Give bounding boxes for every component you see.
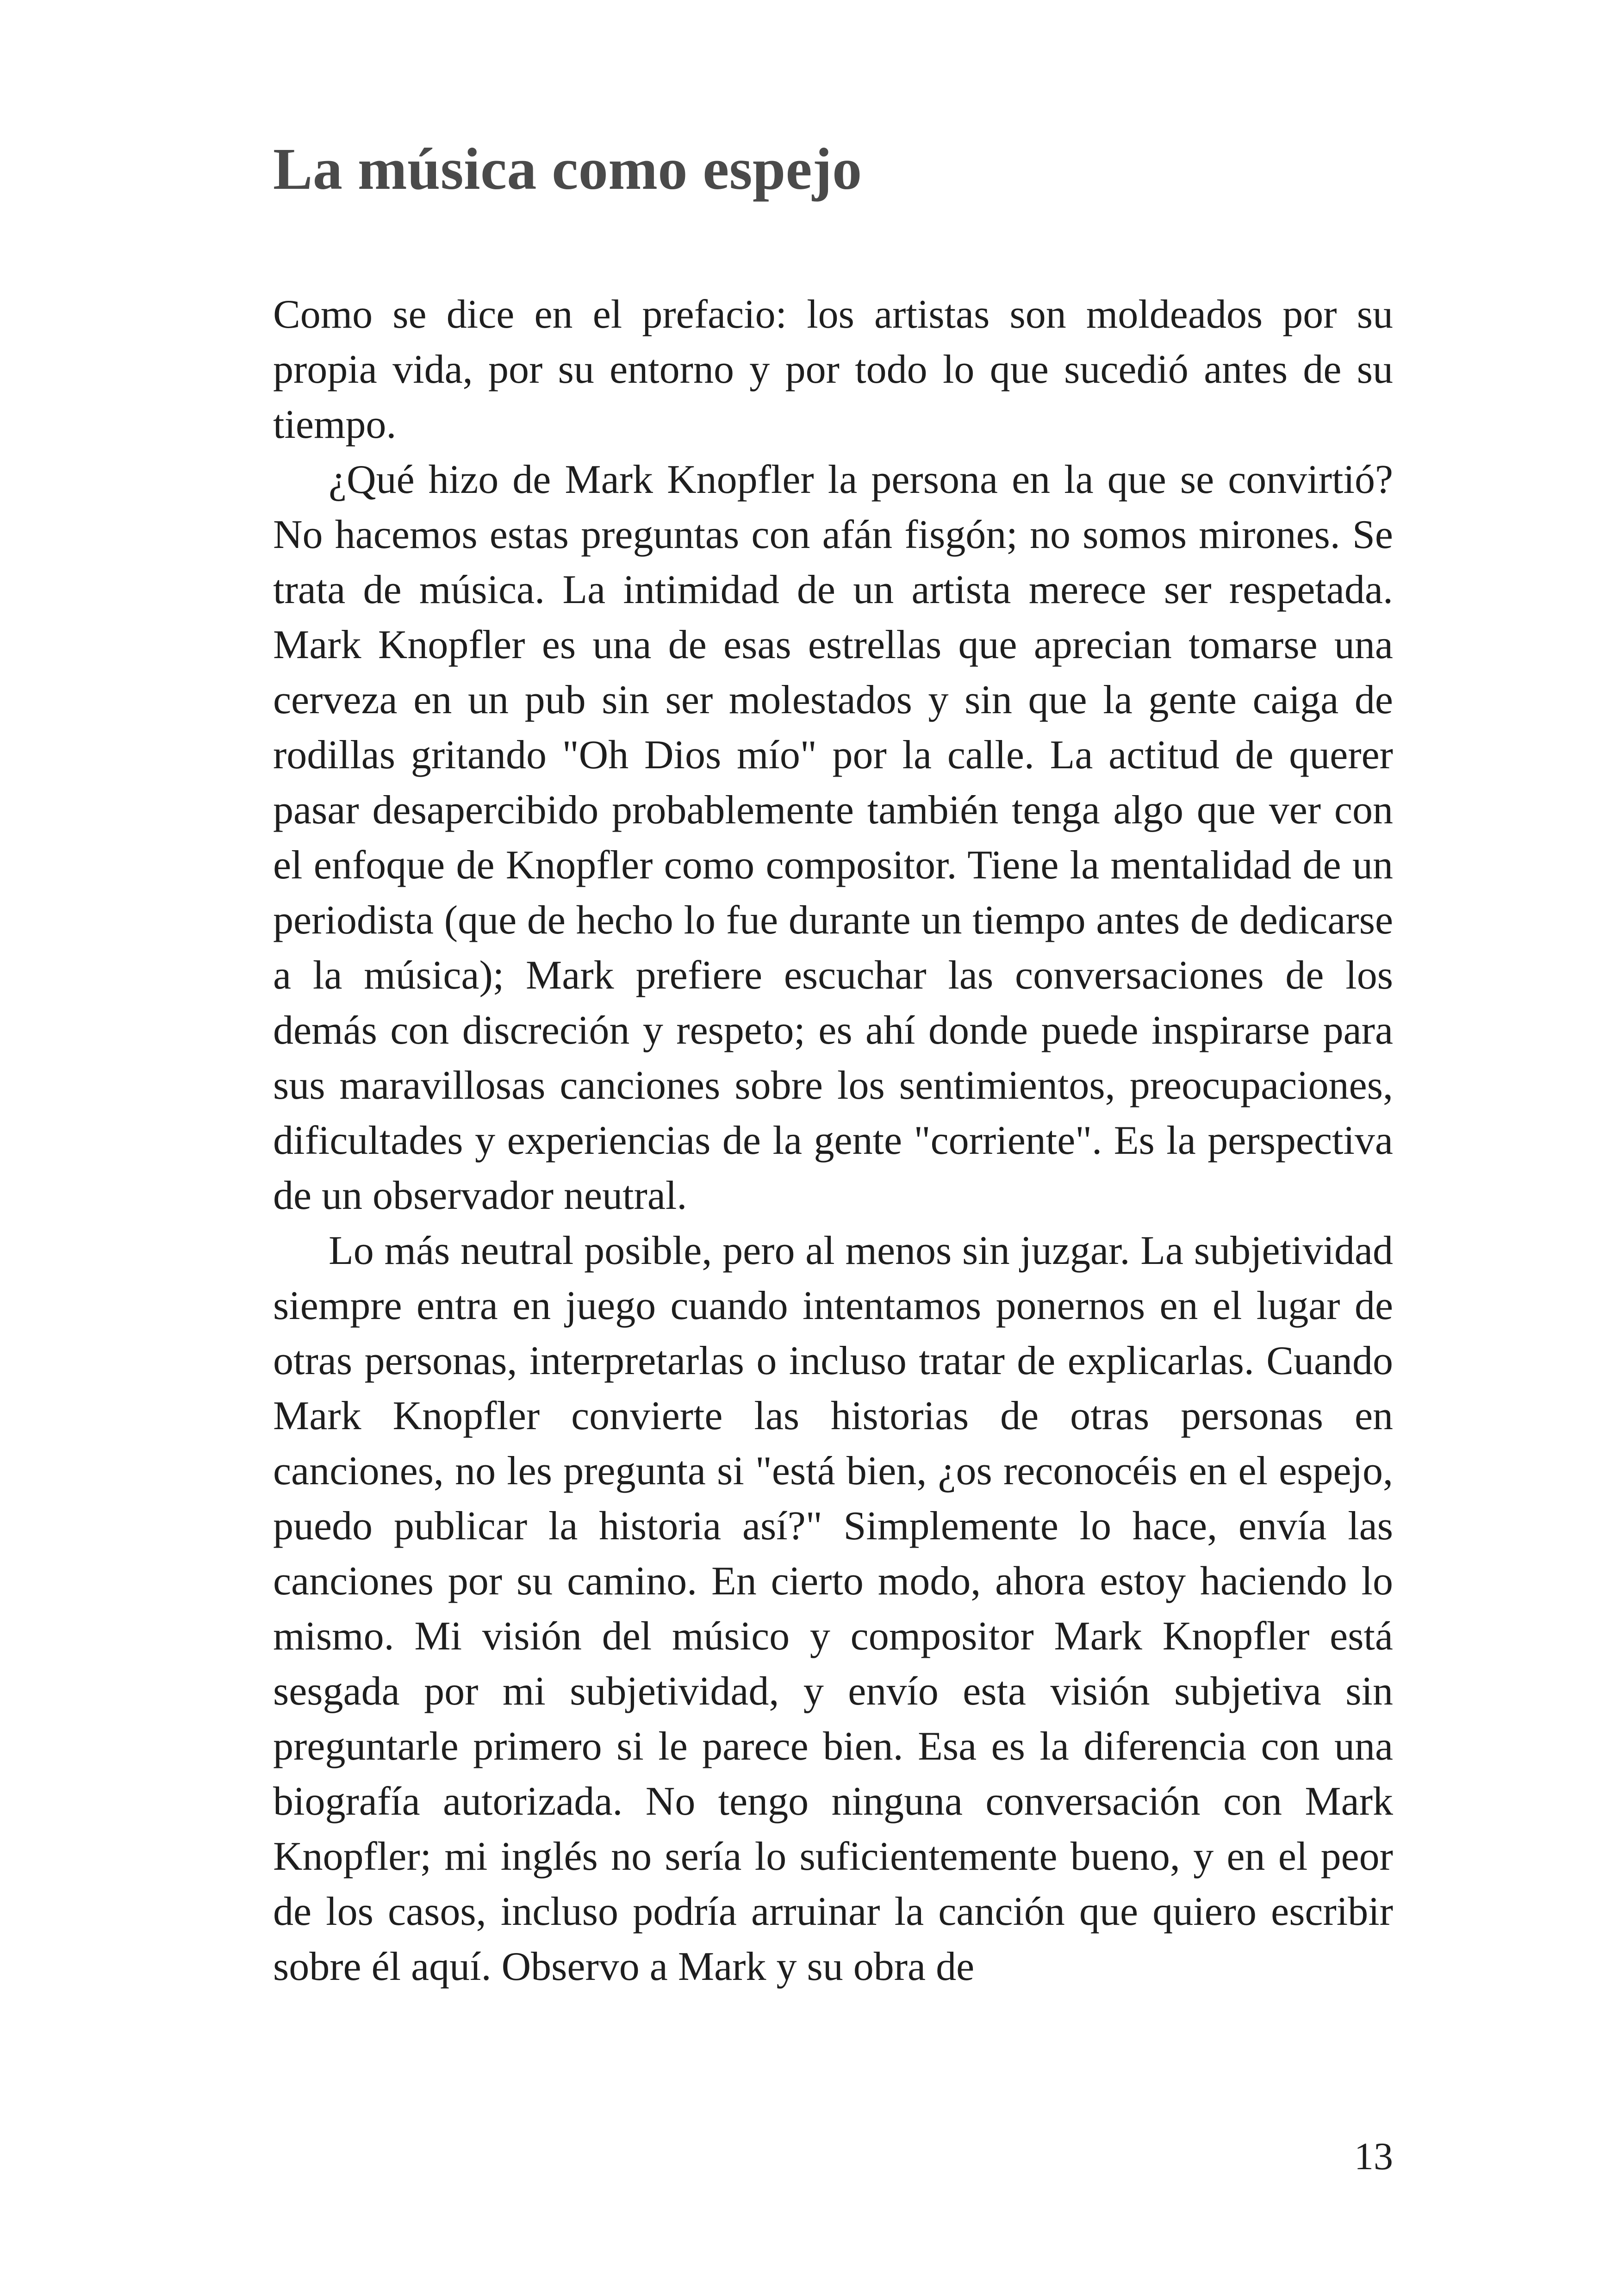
paragraph-3: Lo más neutral posible, pero al menos sin juzgar. La subjetividad siempre entra en juego cuando intentamos ponernos en el lugar de otras personas, interpretarlas o incluso tratar de explicarlas. Cuando Mark Knopfler convierte las historias de otras personas en canciones, no les pregunta si "está bien, ¿os reconocéis en el espejo, puedo publicar la historia así?" Simplemente lo hace, envía las canciones por su camino. En cierto modo, ahora estoy haciendo lo mismo. Mi visión del músico y compositor Mark Knopfler está sesgada por mi subjetividad, y envío esta visión subjetiva sin preguntarle primero si le parece bien. Esa es la diferencia con una biografía autorizada. No tengo ninguna conversación con Mark Knopfler; mi inglés no sería lo suficientemente bueno, y en el peor de los casos, incluso podría arruinar la canción que quiero escribir sobre él aquí. Observo a Mark y su obra de bbox=[273, 1228, 1393, 1989]
page-number: 13 bbox=[1354, 2135, 1393, 2178]
paragraph-1: Como se dice en el prefacio: los artistas son moldeados por su propia vida, por su entorno y por todo lo que sucedió antes de su tiempo. bbox=[273, 292, 1393, 447]
body-text bbox=[273, 287, 1393, 1994]
chapter-title: La música como espejo bbox=[273, 136, 862, 202]
paragraph-2: ¿Qué hizo de Mark Knopfler la persona en la que se convirtió? No hacemos estas preguntas con afán fisgón; no somos mirones. Se trata de música. La intimidad de un artista merece ser respetada. Mark Knopfler es una de esas estrellas que aprecian tomarse una cerveza en un pub sin ser molestados y sin que la gente caiga de rodillas gritando "Oh Dios mío" por la calle. La actitud de querer pasar desapercibido probablemente también tenga algo que ver con el enfoque de Knopfler como compositor. Tiene la mentalidad de un periodista (que de hecho lo fue durante un tiempo antes de dedicarse a la música); Mark prefiere escuchar las conversaciones de los demás con discreción y respeto; es ahí donde puede inspirarse para sus maravillosas canciones sobre los sentimientos, preocupaciones, dificultades y experiencias de la gente "corriente". Es la perspectiva de un observador neutral. bbox=[273, 457, 1393, 1218]
